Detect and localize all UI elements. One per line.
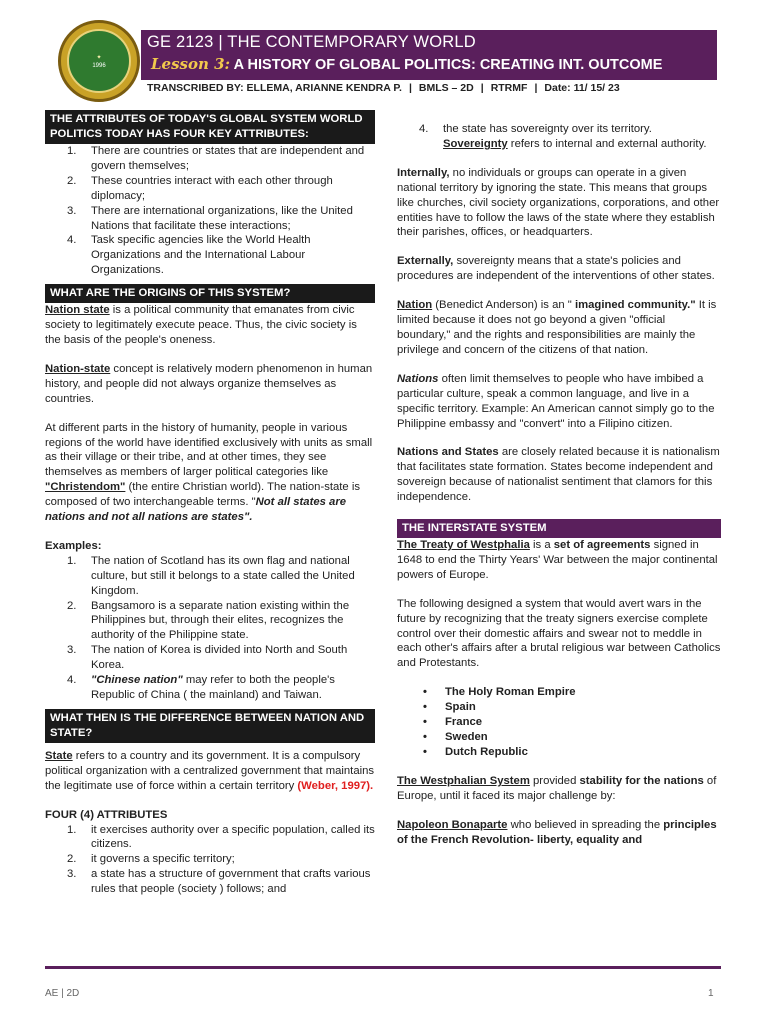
paragraph-westphalian-system: The Westphalian System provided stability for the nations of Europe, until it faced its major challenge by: [397, 774, 717, 802]
course-code: RTRMF [490, 82, 528, 94]
list-item: 4. "Chinese nation" may refer to both the people's Republic of China ( the mainland) and Taiwan. [67, 674, 335, 701]
paragraph-napoleon: Napoleon Bonaparte who believed in spreading the principles of the French Revolution- liberty, equality and [397, 818, 717, 846]
citation-weber: (Weber, 1997). [297, 779, 374, 792]
paragraph-externally: Externally, sovereignty means that a state's policies and procedures are independent of the interventions of other states. [397, 255, 715, 283]
powers-list [397, 685, 721, 760]
seal-mark: ✦ [96, 53, 102, 61]
paragraph-westphalia: The Treaty of Westphalia is a set of agreements signed in 1648 to end the Thirty Years' War between the major continental powers of Europe. [397, 539, 718, 581]
list-item: • Dutch Republic [423, 745, 528, 758]
left-column [45, 110, 375, 897]
paragraph-nation-state: Nation state is a political community that emanates from civic society to legitimately execute peace. Thus, the civic society is the basis of the people's oneness. [45, 304, 357, 346]
paragraph-nations-and-states: Nations and States are closely related because it is nationalism that facilitates state formation. States become independent and sovereign because of nationalist sentiment that clamors for this independence. [397, 446, 720, 504]
list-item: • France [423, 716, 483, 729]
list-item: 3. a state has a structure of government that crafts various rules that people (society ) follows; and [67, 868, 371, 896]
transcription-meta: TRANSCRIBED BY: ELLEMA, ARIANNE KENDRA P. | BMLS – 2D | RTRMF | Date: 11/ 15/ 23 [147, 82, 620, 94]
list-item: • Spain [423, 701, 476, 714]
paragraph-internally: Internally, no individuals or groups can operate in a given national territory by ignoring the state. This means that groups like churches, civil society organizations, corporations, and other entities have to follow the laws of the state where they establish their parishes, offices, or headquarters. [397, 166, 720, 239]
list-item: 4. Task specific agencies like the World Health Organizations and the International Labour Organizations. [67, 234, 311, 277]
list-item: 3. There are international organizations, like the United Nations that facilitate these interactions; [67, 204, 353, 232]
examples-list [67, 554, 375, 703]
transcriber: TRANSCRIBED BY: ELLEMA, ARIANNE KENDRA P. [147, 82, 402, 94]
list-item: 2. it governs a specific territory; [67, 853, 235, 866]
list-item: 4. the state has sovereignty over its territory. Sovereignty refers to internal and external authority. [419, 123, 707, 150]
section-heading-difference: WHAT THEN IS THE DIFFERENCE BETWEEN NATION AND STATE? [45, 709, 375, 743]
examples-label: Examples: [45, 539, 102, 552]
section-heading-interstate: THE INTERSTATE SYSTEM [397, 519, 721, 538]
lesson-label: Lesson 3: [151, 55, 231, 73]
paragraph-nations: Nations often limit themselves to people who have imbibed a particular culture, speak a common language, and live in a specific territory. Example: An American cannot simply go to the Philippine embassy and "convert" into a Filipino citizen. [397, 372, 715, 430]
seal-year: 1996 [92, 62, 106, 69]
four-attributes-label: FOUR (4) ATTRIBUTES [45, 808, 168, 821]
footer-label: AE | 2D [45, 988, 80, 999]
paragraph-state: State refers to a country and its government. It is a compulsory political organization with a centralized government that maintains the legitimate use of force within a certain territory (Weber, 1997). [45, 749, 375, 792]
four-attributes-list [67, 823, 375, 898]
lesson-title [151, 55, 662, 73]
paragraph-nation-anderson: Nation (Benedict Anderson) is an " imagined community." It is limited because it does not go beyond a given "official boundary," and the rights and responsibilities are mainly the privilege and concern of the citizens of that nation. [397, 299, 717, 356]
transcription-date: Date: 11/ 15/ 23 [544, 82, 620, 94]
course-title: GE 2123 | THE CONTEMPORARY WORLD [147, 33, 476, 51]
section-heading-attributes: THE ATTRIBUTES OF TODAY'S GLOBAL SYSTEM WORLD POLITICS TODAY HAS FOUR KEY ATTRIBUTES: [45, 110, 375, 144]
right-column [397, 122, 721, 847]
list-item: 1. The nation of Scotland has its own flag and national culture, but still it belongs to a state called the United Kingdom. [67, 554, 355, 597]
four-attributes-continued [419, 122, 721, 152]
list-item: 1. There are countries or states that are independent and govern themselves; [67, 145, 365, 172]
list-item: • Sweden [423, 731, 488, 743]
list-item: • The Holy Roman Empire [423, 686, 576, 699]
seal-emblem [67, 29, 131, 93]
footer-divider [45, 966, 721, 969]
list-item: 3. The nation of Korea is divided into North and South Korea. [67, 644, 348, 672]
list-item: 1. it exercises authority over a specific population, called its citizens. [67, 823, 375, 851]
paragraph-nation-state-concept: Nation-state concept is relatively modern phenomenon in human history, and people did not always organize themselves as countries. [45, 362, 373, 405]
attributes-list [67, 144, 375, 278]
paragraph-history: At different parts in the history of humanity, people in various regions of the world have identified exclusively with units as small as their village or their tribe, and at other times, they see themselves as members of larger political categories like "Christendom" (the entire Christian world). The nation-state is composed of two interchangeable terms. "Not all states are nations and not all nations are states". [45, 421, 373, 524]
section-heading-origins: WHAT ARE THE ORIGINS OF THIS SYSTEM? [45, 284, 375, 303]
list-item: 2. These countries interact with each other through diplomacy; [67, 174, 333, 202]
lesson-title-text: A HISTORY OF GLOBAL POLITICS: CREATING INT. OUTCOME [230, 57, 663, 73]
section-code: BMLS – 2D [418, 82, 474, 94]
paragraph-following: The following designed a system that would avert wars in the future by recognizing that the treaty signers exercise complete control over their domestic affairs and swear not to meddle in each other's affairs after a brutal religious war between Catholics and Protestants. [397, 597, 721, 670]
university-seal-logo [58, 20, 140, 102]
list-item: 2. Bangsamoro is a separate nation existing within the Philippines but, through their elites, recognizes the authority of the Philippine state. [67, 599, 350, 642]
page-number: 1 [708, 988, 714, 999]
